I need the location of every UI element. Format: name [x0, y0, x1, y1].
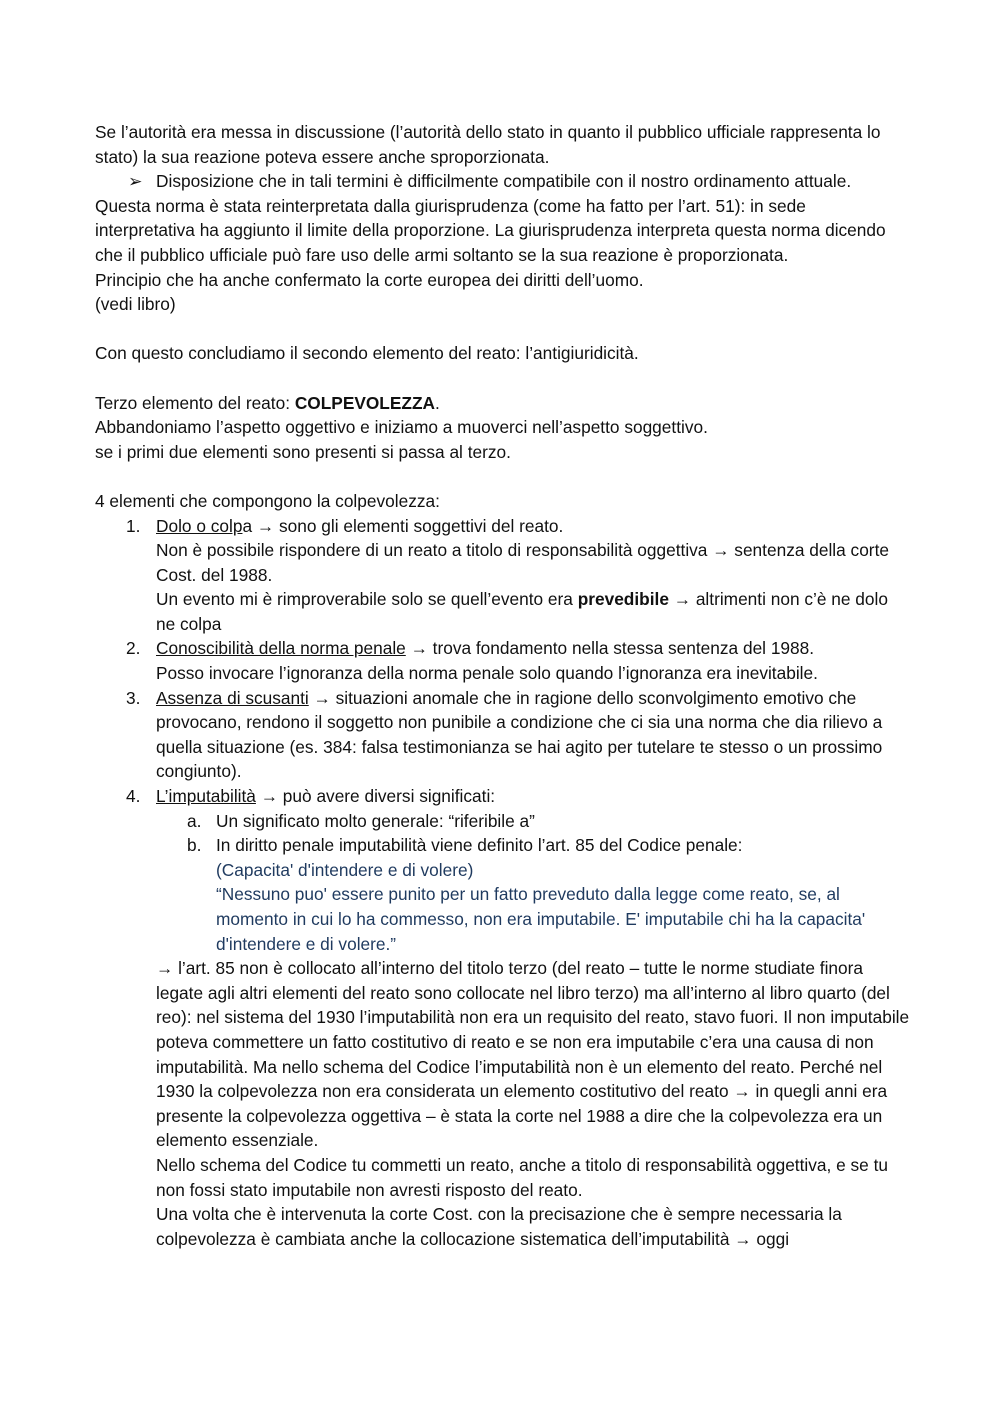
paragraph: Abbandoniamo l’aspetto oggettivo e iniziamo a muoverci nell’aspetto soggettivo.: [95, 417, 708, 438]
list-item-title: Assenza di scusanti: [156, 687, 309, 708]
list-item-continuation: Una volta che è intervenuta la corte Cost. con la precisazione che è sempre necessaria la colpevolezza è cambiata anche la collocazione sistematica dell’imputabilità → oggi: [156, 1204, 842, 1249]
paragraph: Principio che ha anche confermato la corte europea dei diritti dell’uomo.: [95, 269, 644, 290]
list-item: [95, 686, 910, 784]
list-item-text: → può avere diversi significati:: [255, 786, 496, 807]
line-text: Un evento mi è rimproverabile solo se quell’evento era: [156, 589, 578, 610]
list-item-text: → trova fondamento nella stessa sentenza del 1988.: [405, 638, 815, 659]
list-item-text: → situazioni anomale che in ragione dello sconvolgimento emotivo che provocano, rendono il soggetto non punibile a condizione che ci sia una norma che dia rilievo a quella situazione (es. 384: falsa testimonianza se hai agito per tutelare te stesso o un prossimo congiunto).: [156, 687, 883, 782]
list-item-line: Non è possibile rispondere di un reato a titolo di responsabilità oggettiva → sentenza della corte Cost. del 1988.: [156, 540, 889, 585]
paragraph: (vedi libro): [95, 294, 176, 315]
list-item-line: [156, 587, 910, 636]
paragraph: Questa norma è stata reinterpretata dalla giurisprudenza (come ha fatto per l’art. 51): in sede interpretativa ha aggiunto il limite della proporzione. La giurisprudenza interpreta questa norma dicendo che il pubblico ufficiale può fare uso delle armi soltanto se la sua reazione è proporzionata.: [95, 195, 886, 265]
list-item: [95, 514, 910, 637]
sub-list-letter: a.: [187, 810, 202, 831]
heading-prefix: Terzo elemento del reato:: [95, 392, 295, 413]
list-item: [95, 784, 910, 809]
list-item-continuation: → l’art. 85 non è collocato all’interno del titolo terzo (del reato – tutte le norme studiate finora legate agli altri elementi del reato sono collocate nel libro terzo) ma all’interno al libro quarto (del reo): nel sistema del 1930 l’imputabilità non era un requisito del reato, stavo fuori. Il non imputabile poteva commettere un fatto costitutivo di reato e se non era imputabile c’era una causa di non imputabilità. Ma nello schema del Codice l’imputabilità non è un elemento del reato. Perché nel 1930 la colpevolezza non era considerata un elemento costitutivo del reato → in quegli anni era presente la colpevolezza oggettiva – è stata la corte nel 1988 a dire che la colpevolezza era un elemento essenziale.: [156, 958, 910, 1151]
blank-line: [95, 317, 910, 342]
paragraph: Con questo concludiamo il secondo elemento del reato: l’antigiuridicità.: [95, 343, 639, 364]
bold-word: prevedibile: [577, 589, 669, 610]
sub-list-text: In diritto penale imputabilità viene definito l’art. 85 del Codice penale:: [216, 835, 743, 856]
list-item: [95, 636, 910, 685]
heading-keyword: COLPEVOLEZZA: [294, 392, 435, 413]
quote-text: “Nessuno puo' essere punito per un fatto preveduto dalla legge come reato, se, al momento in cui lo ha commesso, non era imputabile. E' imputabile chi ha la capacita' d'intendere e di volere.”: [216, 884, 866, 954]
sub-list-item: [95, 809, 910, 834]
list-number: 1.: [126, 515, 141, 536]
list-item-continuation: Nello schema del Codice tu commetti un reato, anche a titolo di responsabilità oggettiva, e se tu non fossi stato imputabile non avresti risposto del reato.: [156, 1154, 888, 1200]
list-number: 2.: [126, 638, 141, 659]
line-text: → altrimenti non c’è ne dolo ne colpa: [156, 589, 888, 634]
sub-list-letter: b.: [187, 835, 202, 856]
list-item-title: L’imputabilità: [156, 786, 256, 807]
heading-suffix: .: [435, 392, 440, 413]
list-number: 3.: [126, 687, 141, 708]
list-number: 4.: [126, 786, 141, 807]
list-item-line: Posso invocare l’ignoranza della norma penale solo quando l’ignoranza era inevitabile.: [156, 663, 818, 684]
sub-list-text: Un significato molto generale: “riferibile a”: [216, 810, 535, 831]
paragraph: se i primi due elementi sono presenti si passa al terzo.: [95, 441, 511, 462]
list-item-title: Conoscibilità della norma penale: [156, 638, 406, 659]
paragraph: Se l’autorità era messa in discussione (l’autorità dello stato in quanto il pubblico ufficiale rappresenta lo stato) la sua reazione poteva essere anche sproporzionata.: [95, 122, 881, 167]
document-body: [95, 120, 910, 1251]
list-item-title-tail: a: [242, 515, 253, 536]
bullet-text: Disposizione che in tali termini è difficilmente compatibile con il nostro ordinamento attuale.: [156, 171, 852, 192]
blank-line: [95, 366, 910, 391]
paragraph: 4 elementi che compongono la colpevolezza:: [95, 490, 440, 511]
list-item-text: → sono gli elementi soggettivi del reato.: [252, 515, 564, 536]
sub-list-item: [95, 833, 910, 956]
section-heading: [95, 391, 910, 416]
list-item-title: Dolo o colp: [156, 515, 243, 536]
bullet-item: [95, 169, 910, 194]
blank-line: [95, 464, 910, 489]
quote-title: (Capacita' d'intendere e di volere): [216, 859, 474, 880]
arrow-bullet-icon: ➢: [128, 171, 143, 192]
